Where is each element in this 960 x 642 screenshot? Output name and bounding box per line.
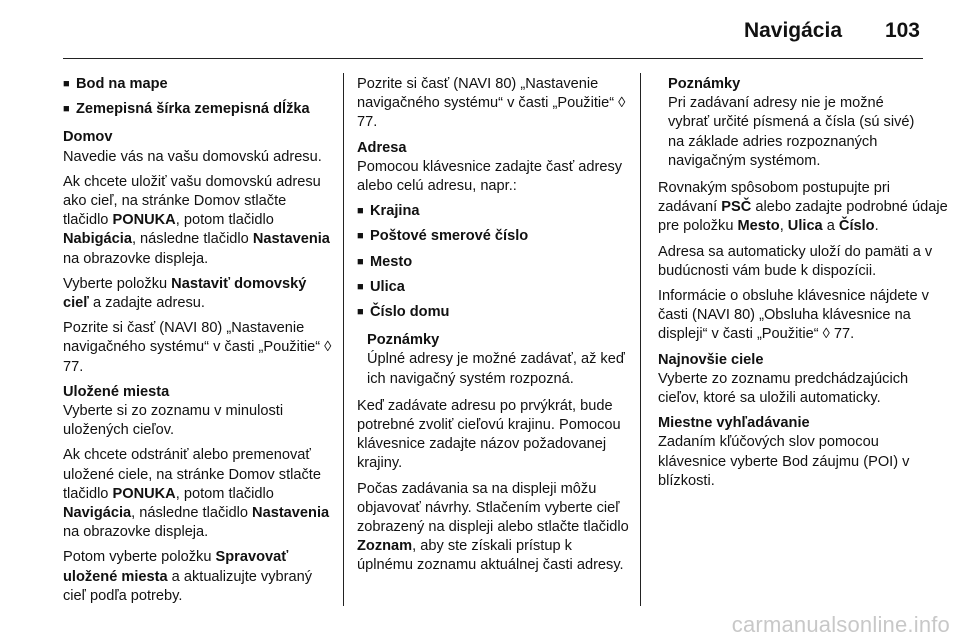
bullet-square-icon <box>357 278 370 298</box>
section-heading-domov: Domov <box>63 129 113 146</box>
header-rule <box>63 58 923 59</box>
paragraph: Zadaním kľúčových slov pomocou klávesnice vyberte Bod záujmu (POI) v blízkosti. <box>658 434 910 489</box>
note-text: Úplné adresy je možné zadávať, až keď ich navigačný systém rozpozná. <box>367 351 625 387</box>
column-3 <box>658 75 950 497</box>
section-heading-miestne-vyhladavanie: Miestne vyhľadávanie <box>658 415 810 432</box>
paragraph: Informácie o obsluhe klávesnice nájdete v časti (NAVI 80) „Obsluha klávesnice na displeji“ v časti „Použitie“ ◊ 77. <box>658 288 929 343</box>
note-box <box>668 75 918 171</box>
paragraph: Pozrite si časť (NAVI 80) „Nastavenie navigačného systému“ v časti „Použitie“ ◊ 77. <box>357 76 626 131</box>
paragraph: Pomocou klávesnice zadajte časť adresy alebo celú adresu, napr.: <box>357 158 623 195</box>
paragraph: Počas zadávania sa na displeji môžu objavovať návrhy. Stlačením vyberte cieľ zobrazený na displeji alebo stlačte tlačidlo Zoznam, aby ste získali prístup k úplnému zoznamu aktuálnej časti adresy. <box>357 480 629 574</box>
paragraph: Vyberte zo zoznamu predchádzajúcich cieľov, ktoré sa uložili automaticky. <box>658 370 909 407</box>
paragraph: Ak chcete odstrániť alebo premenovať uložené ciele, na stránke Domov stlačte tlačidlo PONUKA, potom tlačidlo Navigácia, následne tlačidlo Nastavenia na obrazovke displeja. <box>63 447 330 541</box>
bullet-item: ■ Ulica <box>357 278 629 298</box>
note-text: Pri zadávaní adresy nie je možné vybrať určité písmená a čísla (sú sivé) na základe adries rozpoznaných navigačným systémom. <box>668 95 915 169</box>
bullet-item: ■ Zemepisná šírka zemepisná dĺžka <box>63 100 335 120</box>
section-heading-ulozene-miesta: Uložené miesta <box>63 383 170 400</box>
bullet-item: ■ Poštové smerové číslo <box>357 227 629 247</box>
paragraph: Ak chcete uložiť vašu domovskú adresu ako cieľ, na stránke Domov stlačte tlačidlo PONUKA, potom tlačidlo Nabigácia, následne tlačidlo Nastavenia na obrazovke displeja. <box>63 173 330 267</box>
chapter-title: Navigácia <box>743 19 842 42</box>
bullet-square-icon <box>63 75 76 95</box>
paragraph: Vyberte položku Nastaviť domovský cieľ a zadajte adresu. <box>63 275 307 312</box>
column-divider-1 <box>343 73 344 606</box>
bullet-square-icon <box>357 202 370 222</box>
bullet-item: ■ Krajina <box>357 202 629 222</box>
paragraph: Potom vyberte položku Spravovať uložené miesta a aktualizujte vybraný cieľ podľa potreby. <box>63 549 313 604</box>
column-2 <box>357 75 629 582</box>
bullet-square-icon <box>357 303 370 323</box>
paragraph: Adresa sa automaticky uloží do pamäti a v budúcnosti vám bude k dispozícii. <box>658 243 933 279</box>
page-header <box>0 0 960 58</box>
bullet-square-icon <box>357 253 370 273</box>
note-heading: Poznámky <box>668 76 741 92</box>
bullet-item: ■ Číslo domu <box>357 303 629 323</box>
note-box <box>367 331 629 389</box>
bullet-item: ■ Bod na mape <box>63 75 335 95</box>
paragraph: Pozrite si časť (NAVI 80) „Nastavenie navigačného systému“ v časti „Použitie“ ◊ 77. <box>63 320 332 375</box>
column-1 <box>63 75 335 612</box>
bullet-square-icon <box>357 227 370 247</box>
bullet-item: ■ Mesto <box>357 253 629 273</box>
section-heading-adresa: Adresa <box>357 139 407 156</box>
bullet-square-icon <box>63 100 76 120</box>
paragraph: Navedie vás na vašu domovskú adresu. <box>63 148 322 165</box>
paragraph: Vyberte si zo zoznamu v minulosti uložených cieľov. <box>63 403 284 439</box>
paragraph: Keď zadávate adresu po prvýkrát, bude potrebné zvoliť cieľovú krajinu. Pomocou klávesnice zadajte názov požadovanej krajiny. <box>357 397 621 472</box>
page-number: 103 <box>884 19 920 42</box>
note-heading: Poznámky <box>367 332 440 349</box>
section-heading-najnovsie-ciele: Najnovšie ciele <box>658 351 764 368</box>
paragraph: Rovnakým spôsobom postupujte pri zadávaní PSČ alebo zadajte podrobné údaje pre položku Mesto, Ulica a Číslo. <box>658 180 948 235</box>
column-divider-2 <box>640 73 641 606</box>
watermark: carmanualsonline.info <box>731 612 950 637</box>
